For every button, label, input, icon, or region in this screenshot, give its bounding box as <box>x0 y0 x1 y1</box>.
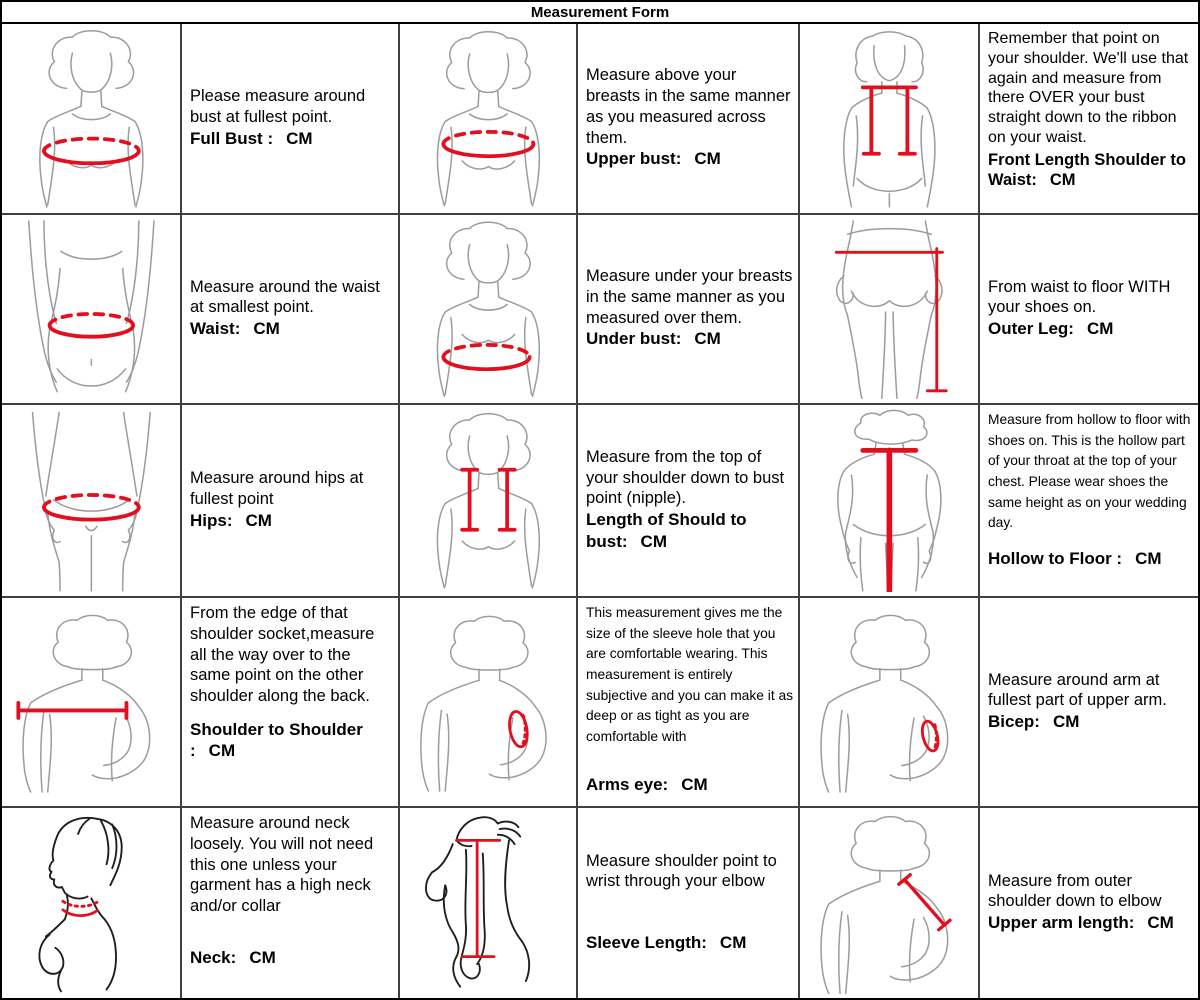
instruction-text: Measure from hollow to floor with shoes on. This is the hollow part of your throat at the top of your chest. Please wear shoes the same height as on your wedding day. <box>988 412 1191 531</box>
instruction-cell-sleeve-length <box>578 808 800 998</box>
figure-cell-arms-eye <box>400 598 578 808</box>
instruction-cell-upper-arm-length <box>980 808 1198 998</box>
figure-cell-upper-bust <box>400 24 578 215</box>
instruction-cell-full-bust <box>182 24 400 215</box>
measurement-label: Arms eye: CM <box>586 774 708 794</box>
instruction-text: Please measure around bust at fullest point. <box>190 87 366 126</box>
neck-figure-icon <box>6 812 177 994</box>
measurement-label: Shoulder to Shoulder : CM <box>190 719 363 761</box>
sleeve-length-figure-icon <box>404 812 573 994</box>
upper-bust-figure-icon <box>404 28 573 209</box>
instruction-text: Measure above your breasts in the same manner as you measured across them. <box>586 66 791 147</box>
instruction-cell-bicep <box>980 598 1198 808</box>
instruction-cell-neck <box>182 808 400 998</box>
instruction-text: Measure under your breasts in the same manner as you measured over them. <box>586 267 793 327</box>
waist-figure-icon <box>6 219 177 399</box>
outer-leg-figure-icon <box>804 219 975 399</box>
figure-cell-full-bust <box>2 24 182 215</box>
instruction-cell-hips <box>182 405 400 598</box>
instruction-cell-under-bust <box>578 215 800 405</box>
measurement-label: Upper arm length: CM <box>988 913 1174 933</box>
measurement-label: Outer Leg: CM <box>988 319 1114 339</box>
arms-eye-figure-icon <box>404 602 573 802</box>
instruction-text: Measure around the waist at smallest point. <box>190 277 380 317</box>
instruction-text: Measure from the top of your shoulder down to bust point (nipple). <box>586 447 785 508</box>
full-bust-figure-icon <box>6 28 177 209</box>
instruction-cell-upper-bust <box>578 24 800 215</box>
figure-cell-upper-arm-length <box>800 808 980 998</box>
measurement-label: Upper bust: CM <box>586 149 721 169</box>
figure-cell-outer-leg <box>800 215 980 405</box>
instruction-cell-front-length <box>980 24 1198 215</box>
instruction-text: Measure around arm at fullest part of upper arm. <box>988 670 1167 710</box>
figure-cell-bicep <box>800 598 980 808</box>
figure-cell-shoulder-to-shoulder <box>2 598 182 808</box>
instruction-text: Measure around neck loosely. You will not need this one unless your garment has a high neck and/or collar <box>190 814 374 916</box>
instruction-cell-hollow-to-floor <box>980 405 1198 598</box>
figure-cell-hollow-to-floor <box>800 405 980 598</box>
upper-arm-length-figure-icon <box>804 812 975 994</box>
instruction-text: Measure around hips at fullest point <box>190 469 364 508</box>
measurement-label: Sleeve Length: CM <box>586 933 747 953</box>
instruction-cell-arms-eye <box>578 598 800 808</box>
measurement-label: Neck: CM <box>190 947 276 967</box>
shoulder-to-shoulder-figure-icon <box>6 602 177 802</box>
measurement-label: Hollow to Floor : CM <box>988 549 1162 569</box>
instruction-text: From waist to floor WITH your shoes on. <box>988 277 1171 317</box>
measurement-label: Bicep: CM <box>988 712 1080 732</box>
under-bust-figure-icon <box>404 219 573 399</box>
page-title: Measurement Form <box>2 2 1198 24</box>
measurement-label: Waist: CM <box>190 319 280 339</box>
figure-cell-neck <box>2 808 182 998</box>
shoulder-to-bust-figure-icon <box>404 409 573 592</box>
figure-cell-front-length <box>800 24 980 215</box>
measurement-label: Front Length Shoulder to Waist: CM <box>988 150 1186 190</box>
figure-cell-waist <box>2 215 182 405</box>
instruction-cell-shoulder-to-shoulder <box>182 598 400 808</box>
instruction-cell-outer-leg <box>980 215 1198 405</box>
hollow-to-floor-figure-icon <box>804 409 975 592</box>
measurement-label: Hips: CM <box>190 510 272 530</box>
instruction-cell-waist <box>182 215 400 405</box>
figure-cell-shoulder-to-bust <box>400 405 578 598</box>
front-length-figure-icon <box>804 28 975 209</box>
figure-cell-under-bust <box>400 215 578 405</box>
figure-cell-sleeve-length <box>400 808 578 998</box>
measurement-label: Under bust: CM <box>586 329 721 349</box>
instruction-text: This measurement gives me the size of the sleeve hole that you are comfortable wearing. This measurement is entirely subjective and you can make it as deep or as tight as you are comfortable with <box>586 605 794 745</box>
instruction-text: Measure shoulder point to wrist through your elbow <box>586 851 777 891</box>
hips-figure-icon <box>6 409 177 592</box>
instruction-text: Measure from outer shoulder down to elbow <box>988 871 1162 911</box>
instruction-cell-shoulder-to-bust <box>578 405 800 598</box>
figure-cell-hips <box>2 405 182 598</box>
measurement-label: Length of Should to bust: CM <box>586 510 747 551</box>
bicep-figure-icon <box>804 602 975 802</box>
instruction-text: From the edge of that shoulder socket,measure all the way over to the same point on the other shoulder along the back. <box>190 604 375 706</box>
instruction-text: Remember that point on your shoulder. We'll use that again and measure from there OVER your bust straight down to the ribbon on your waist. <box>988 30 1189 147</box>
measurement-label: Full Bust : CM <box>190 128 313 148</box>
